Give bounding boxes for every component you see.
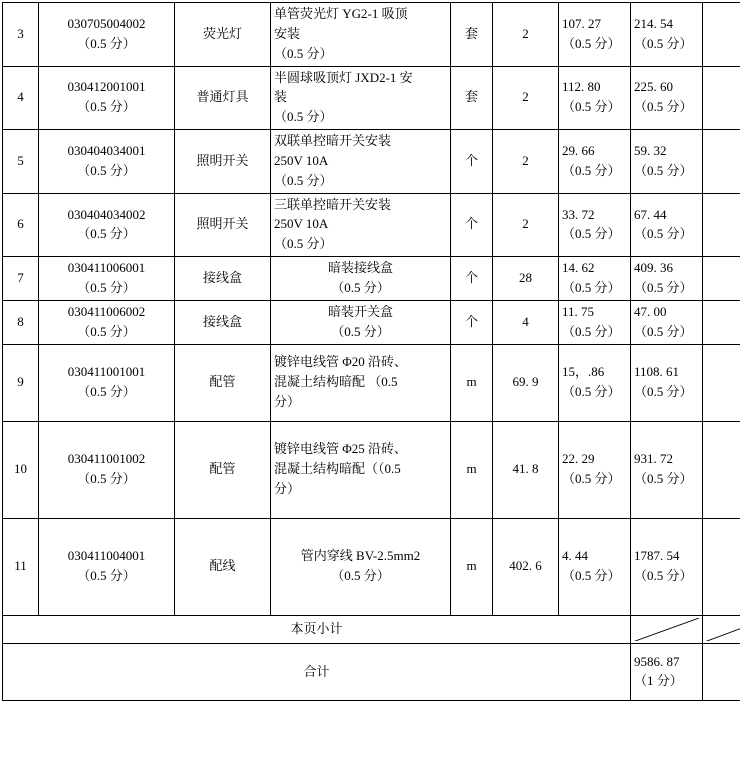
item-code-score: （0.5 分）	[42, 98, 171, 117]
item-code-score: （0.5 分）	[42, 383, 171, 402]
unit-price-score: （0.5 分）	[562, 35, 627, 54]
quantity: 4	[493, 300, 559, 344]
bill-of-quantities-sheet	[0, 2, 740, 773]
row-number: 9	[3, 344, 39, 421]
desc-score: 分）	[274, 480, 447, 499]
item-description	[271, 130, 451, 194]
desc-line-2: 混凝土结构暗配（（0.5	[274, 460, 447, 479]
item-code-score: （0.5 分）	[42, 323, 171, 342]
amount	[631, 421, 703, 518]
item-code	[39, 66, 175, 130]
unit-price	[559, 257, 631, 301]
unit-price-value: 112. 80	[562, 78, 627, 97]
item-code-score: （0.5 分）	[42, 279, 171, 298]
amount-value: 59. 32	[634, 142, 699, 161]
unit-price	[559, 300, 631, 344]
item-code	[39, 193, 175, 257]
unit: 套	[451, 66, 493, 130]
item-name: 接线盒	[175, 257, 271, 301]
unit-price	[559, 344, 631, 421]
amount-value: 47. 00	[634, 303, 699, 322]
unit: 个	[451, 257, 493, 301]
amount	[631, 344, 703, 421]
desc-line-2: 250V 10A	[274, 152, 447, 171]
item-description	[271, 344, 451, 421]
blank-cell	[703, 518, 740, 615]
unit-price	[559, 66, 631, 130]
item-code-value: 030404034001	[42, 142, 171, 161]
unit-price-score: （0.5 分）	[562, 470, 627, 489]
desc-line-2: 安装	[274, 25, 447, 44]
unit-price-value: 15，.86	[562, 363, 627, 382]
quantity: 2	[493, 193, 559, 257]
item-code-value: 030705004002	[42, 15, 171, 34]
unit-price-value: 4. 44	[562, 547, 627, 566]
desc-line-1: 暗装开关盒	[274, 303, 447, 322]
unit-price-value: 11. 75	[562, 303, 627, 322]
desc-line-2: 混凝土结构暗配 （0.5	[274, 373, 447, 392]
row-number: 8	[3, 300, 39, 344]
item-name: 配管	[175, 421, 271, 518]
item-description	[271, 3, 451, 67]
blank-cell	[703, 193, 740, 257]
amount-score: （0.5 分）	[634, 279, 699, 298]
blank-cell	[703, 344, 740, 421]
item-code-score: （0.5 分）	[42, 225, 171, 244]
desc-line-1: 暗装接线盒	[274, 259, 447, 278]
amount-score: （0.5 分）	[634, 225, 699, 244]
blank-cell	[703, 66, 740, 130]
amount-score: （0.5 分）	[634, 98, 699, 117]
diagonal-strike-icon	[706, 618, 740, 641]
page-subtotal-blank	[703, 615, 740, 643]
table-row	[3, 300, 740, 344]
item-description	[271, 66, 451, 130]
item-code-value: 030404034002	[42, 206, 171, 225]
table-row	[3, 193, 740, 257]
item-code-score: （0.5 分）	[42, 470, 171, 489]
item-name: 荧光灯	[175, 3, 271, 67]
desc-line-1: 管内穿线 BV-2.5mm2	[274, 547, 447, 566]
table-row	[3, 130, 740, 194]
desc-score: （0.5 分）	[274, 172, 447, 191]
amount-value: 67. 44	[634, 206, 699, 225]
grand-total-value: 9586. 87	[634, 653, 699, 672]
item-description	[271, 193, 451, 257]
desc-line-2: 装	[274, 88, 447, 107]
item-description	[271, 257, 451, 301]
desc-score: （0.5 分）	[274, 567, 447, 586]
desc-score: （0.5 分）	[274, 45, 447, 64]
grand-total-blank	[703, 643, 740, 700]
item-code-score: （0.5 分）	[42, 162, 171, 181]
amount	[631, 66, 703, 130]
desc-line-2: 250V 10A	[274, 215, 447, 234]
unit-price-score: （0.5 分）	[562, 323, 627, 342]
unit-price	[559, 421, 631, 518]
amount-value: 409. 36	[634, 259, 699, 278]
item-code-value: 030411006001	[42, 259, 171, 278]
desc-score: （0.5 分）	[274, 235, 447, 254]
item-code	[39, 130, 175, 194]
diagonal-strike-icon	[634, 618, 699, 641]
desc-line-1: 三联单控暗开关安装	[274, 196, 447, 215]
item-name: 普通灯具	[175, 66, 271, 130]
unit-price-score: （0.5 分）	[562, 567, 627, 586]
item-name: 照明开关	[175, 193, 271, 257]
amount	[631, 130, 703, 194]
amount	[631, 300, 703, 344]
item-code-score: （0.5 分）	[42, 567, 171, 586]
unit: m	[451, 344, 493, 421]
quantity: 2	[493, 66, 559, 130]
boq-table-body	[3, 3, 740, 701]
grand-total-score: （1 分）	[634, 672, 699, 691]
table-row	[3, 421, 740, 518]
unit-price-score: （0.5 分）	[562, 383, 627, 402]
item-description	[271, 421, 451, 518]
desc-line-1: 双联单控暗开关安装	[274, 132, 447, 151]
unit-price-value: 29. 66	[562, 142, 627, 161]
unit-price-value: 33. 72	[562, 206, 627, 225]
item-code-value: 030411001002	[42, 450, 171, 469]
item-name: 配管	[175, 344, 271, 421]
desc-score: （0.5 分）	[274, 323, 447, 342]
unit: 个	[451, 300, 493, 344]
row-number: 4	[3, 66, 39, 130]
item-code-value: 030411001001	[42, 363, 171, 382]
desc-line-1: 镀锌电线管 Φ20 沿砖、	[274, 353, 447, 372]
grand-total-label: 合计	[3, 643, 631, 700]
desc-line-1: 半圆球吸顶灯 JXD2-1 安	[274, 69, 447, 88]
amount-value: 214. 54	[634, 15, 699, 34]
amount	[631, 193, 703, 257]
unit-price-value: 14. 62	[562, 259, 627, 278]
unit: 套	[451, 3, 493, 67]
quantity: 402. 6	[493, 518, 559, 615]
amount-value: 1787. 54	[634, 547, 699, 566]
amount	[631, 257, 703, 301]
blank-cell	[703, 257, 740, 301]
desc-score: （0.5 分）	[274, 108, 447, 127]
desc-line-1: 镀锌电线管 Φ25 沿砖、	[274, 440, 447, 459]
quantity: 69. 9	[493, 344, 559, 421]
item-code	[39, 257, 175, 301]
amount	[631, 3, 703, 67]
page-subtotal-row	[3, 615, 740, 643]
table-row	[3, 3, 740, 67]
desc-line-1: 单管荧光灯 YG2-1 吸顶	[274, 5, 447, 24]
quantity: 2	[493, 3, 559, 67]
unit-price-score: （0.5 分）	[562, 225, 627, 244]
row-number: 6	[3, 193, 39, 257]
blank-cell	[703, 421, 740, 518]
amount-value: 225. 60	[634, 78, 699, 97]
unit-price-score: （0.5 分）	[562, 98, 627, 117]
grand-total-row	[3, 643, 740, 700]
item-code-value: 030411004001	[42, 547, 171, 566]
item-code	[39, 3, 175, 67]
quantity: 28	[493, 257, 559, 301]
quantity: 41. 8	[493, 421, 559, 518]
row-number: 11	[3, 518, 39, 615]
amount-value: 931. 72	[634, 450, 699, 469]
item-code	[39, 300, 175, 344]
page-subtotal-label: 本页小计	[3, 615, 631, 643]
item-code-value: 030411006002	[42, 303, 171, 322]
table-row	[3, 66, 740, 130]
unit-price	[559, 130, 631, 194]
unit: 个	[451, 193, 493, 257]
amount-score: （0.5 分）	[634, 383, 699, 402]
item-name: 配线	[175, 518, 271, 615]
unit: m	[451, 421, 493, 518]
unit: m	[451, 518, 493, 615]
page-subtotal-amount	[631, 615, 703, 643]
item-code-score: （0.5 分）	[42, 35, 171, 54]
row-number: 3	[3, 3, 39, 67]
table-row	[3, 344, 740, 421]
table-row	[3, 518, 740, 615]
item-name: 接线盒	[175, 300, 271, 344]
item-code-value: 030412001001	[42, 78, 171, 97]
row-number: 10	[3, 421, 39, 518]
amount-score: （0.5 分）	[634, 470, 699, 489]
desc-score: 分）	[274, 393, 447, 412]
amount-score: （0.5 分）	[634, 323, 699, 342]
row-number: 7	[3, 257, 39, 301]
amount-score: （0.5 分）	[634, 35, 699, 54]
item-name: 照明开关	[175, 130, 271, 194]
unit-price	[559, 193, 631, 257]
unit-price-value: 107. 27	[562, 15, 627, 34]
unit-price-score: （0.5 分）	[562, 162, 627, 181]
blank-cell	[703, 300, 740, 344]
item-description	[271, 300, 451, 344]
amount-value: 1108. 61	[634, 363, 699, 382]
table-row	[3, 257, 740, 301]
row-number: 5	[3, 130, 39, 194]
unit-price-score: （0.5 分）	[562, 279, 627, 298]
item-description	[271, 518, 451, 615]
unit: 个	[451, 130, 493, 194]
blank-cell	[703, 130, 740, 194]
amount-score: （0.5 分）	[634, 567, 699, 586]
amount-score: （0.5 分）	[634, 162, 699, 181]
unit-price-value: 22. 29	[562, 450, 627, 469]
amount	[631, 518, 703, 615]
blank-cell	[703, 3, 740, 67]
item-code	[39, 518, 175, 615]
quantity: 2	[493, 130, 559, 194]
boq-table	[2, 2, 740, 701]
item-code	[39, 421, 175, 518]
unit-price	[559, 518, 631, 615]
grand-total-amount	[631, 643, 703, 700]
item-code	[39, 344, 175, 421]
desc-score: （0.5 分）	[274, 279, 447, 298]
unit-price	[559, 3, 631, 67]
